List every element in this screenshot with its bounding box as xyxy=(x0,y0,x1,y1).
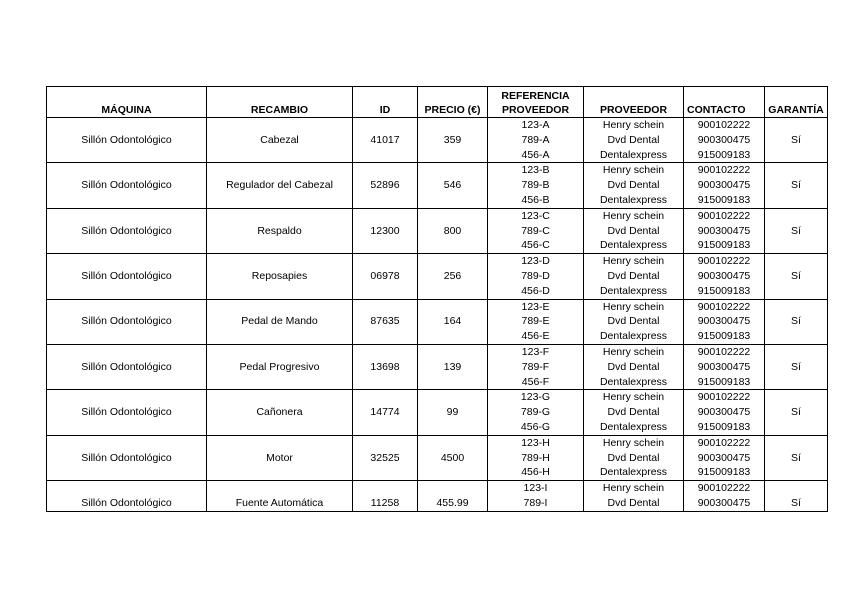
cell-referencia[interactable]: 789-H xyxy=(488,451,584,466)
header-row xyxy=(47,87,828,118)
cell-contacto[interactable]: 900102222 xyxy=(684,344,765,359)
cell-garantia[interactable]: Sí xyxy=(765,118,828,163)
cell-recambio[interactable]: Cabezal xyxy=(207,118,353,163)
cell-referencia[interactable]: 456-A xyxy=(488,148,584,163)
cell-recambio[interactable]: Fuente Automática xyxy=(207,481,353,512)
cell-proveedor[interactable]: Henry schein xyxy=(584,435,684,450)
cell-referencia[interactable]: 789-B xyxy=(488,178,584,193)
cell-contacto[interactable]: 900300475 xyxy=(684,360,765,375)
cell-garantia[interactable]: Sí xyxy=(765,390,828,435)
cell-garantia[interactable]: Sí xyxy=(765,435,828,480)
cell-proveedor[interactable]: Dentalexpress xyxy=(584,420,684,435)
cell-maquina[interactable]: Sillón Odontológico xyxy=(47,118,207,163)
cell-maquina[interactable]: Sillón Odontológico xyxy=(47,481,207,512)
header-precio[interactable]: PRECIO (€) xyxy=(418,87,488,118)
cell-referencia[interactable]: 123-H xyxy=(488,435,584,450)
cell-precio[interactable]: 256 xyxy=(418,254,488,299)
cell-proveedor[interactable]: Dvd Dental xyxy=(584,405,684,420)
cell-id[interactable]: 14774 xyxy=(353,390,418,435)
cell-referencia[interactable]: 456-B xyxy=(488,193,584,208)
cell-contacto[interactable]: 900300475 xyxy=(684,269,765,284)
cell-referencia[interactable]: 789-G xyxy=(488,405,584,420)
cell-contacto[interactable]: 915009183 xyxy=(684,284,765,299)
cell-contacto[interactable]: 915009183 xyxy=(684,329,765,344)
cell-id[interactable]: 41017 xyxy=(353,118,418,163)
cell-contacto[interactable]: 900102222 xyxy=(684,254,765,269)
cell-referencia[interactable]: 123-E xyxy=(488,299,584,314)
table-row xyxy=(47,163,828,178)
cell-recambio[interactable]: Reposapies xyxy=(207,254,353,299)
cell-id[interactable]: 13698 xyxy=(353,344,418,389)
cell-proveedor[interactable]: Henry schein xyxy=(584,344,684,359)
cell-proveedor[interactable]: Dvd Dental xyxy=(584,314,684,329)
cell-referencia[interactable]: 789-E xyxy=(488,314,584,329)
cell-referencia[interactable]: 123-A xyxy=(488,118,584,133)
cell-maquina[interactable]: Sillón Odontológico xyxy=(47,390,207,435)
cell-precio[interactable]: 455.99 xyxy=(418,481,488,512)
cell-proveedor[interactable]: Dvd Dental xyxy=(584,133,684,148)
cell-proveedor[interactable]: Henry schein xyxy=(584,208,684,223)
cell-proveedor[interactable]: Dentalexpress xyxy=(584,329,684,344)
header-referencia-line2: PROVEEDOR xyxy=(501,104,570,116)
cell-contacto[interactable]: 900102222 xyxy=(684,163,765,178)
cell-recambio[interactable]: Cañonera xyxy=(207,390,353,435)
cell-contacto[interactable]: 900102222 xyxy=(684,118,765,133)
cell-precio[interactable]: 359 xyxy=(418,118,488,163)
cell-proveedor[interactable]: Dvd Dental xyxy=(584,269,684,284)
table-row xyxy=(47,390,828,405)
cell-precio[interactable]: 99 xyxy=(418,390,488,435)
cell-maquina[interactable]: Sillón Odontológico xyxy=(47,299,207,344)
cell-contacto[interactable]: 900102222 xyxy=(684,481,765,496)
cell-contacto[interactable]: 900300475 xyxy=(684,405,765,420)
cell-maquina[interactable]: Sillón Odontológico xyxy=(47,344,207,389)
cell-contacto[interactable]: 900300475 xyxy=(684,496,765,511)
table-row xyxy=(47,435,828,450)
cell-id[interactable]: 06978 xyxy=(353,254,418,299)
cell-recambio[interactable]: Pedal de Mando xyxy=(207,299,353,344)
cell-recambio[interactable]: Regulador del Cabezal xyxy=(207,163,353,208)
cell-referencia[interactable]: 456-D xyxy=(488,284,584,299)
cell-maquina[interactable]: Sillón Odontológico xyxy=(47,435,207,480)
cell-proveedor[interactable]: Dvd Dental xyxy=(584,178,684,193)
cell-contacto[interactable]: 900102222 xyxy=(684,435,765,450)
table-row xyxy=(47,299,828,314)
cell-garantia[interactable]: Sí xyxy=(765,481,828,512)
cell-contacto[interactable]: 900300475 xyxy=(684,451,765,466)
cell-contacto[interactable]: 915009183 xyxy=(684,193,765,208)
cell-proveedor[interactable]: Henry schein xyxy=(584,390,684,405)
cell-referencia[interactable]: 789-A xyxy=(488,133,584,148)
cell-contacto[interactable]: 900300475 xyxy=(684,178,765,193)
cell-proveedor[interactable]: Dvd Dental xyxy=(584,224,684,239)
cell-contacto[interactable]: 915009183 xyxy=(684,238,765,253)
cell-id[interactable]: 32525 xyxy=(353,435,418,480)
header-recambio[interactable]: RECAMBIO xyxy=(207,87,353,118)
cell-garantia[interactable]: Sí xyxy=(765,299,828,344)
cell-proveedor[interactable]: Dvd Dental xyxy=(584,360,684,375)
cell-contacto[interactable]: 900300475 xyxy=(684,314,765,329)
header-contacto[interactable]: CONTACTO xyxy=(684,87,765,118)
cell-proveedor[interactable]: Dentalexpress xyxy=(584,193,684,208)
table-row xyxy=(47,208,828,223)
cell-referencia[interactable]: 123-F xyxy=(488,344,584,359)
spare-parts-table xyxy=(46,86,828,512)
cell-garantia[interactable]: Sí xyxy=(765,208,828,253)
cell-proveedor[interactable]: Dentalexpress xyxy=(584,465,684,480)
cell-proveedor[interactable]: Dentalexpress xyxy=(584,238,684,253)
cell-proveedor[interactable]: Henry schein xyxy=(584,118,684,133)
cell-precio[interactable]: 139 xyxy=(418,344,488,389)
cell-contacto[interactable]: 915009183 xyxy=(684,148,765,163)
cell-proveedor[interactable]: Henry schein xyxy=(584,254,684,269)
header-id[interactable]: ID xyxy=(353,87,418,118)
cell-id[interactable]: 52896 xyxy=(353,163,418,208)
cell-proveedor[interactable]: Henry schein xyxy=(584,299,684,314)
cell-precio[interactable]: 546 xyxy=(418,163,488,208)
cell-referencia[interactable]: 123-D xyxy=(488,254,584,269)
cell-precio[interactable]: 164 xyxy=(418,299,488,344)
table-row xyxy=(47,254,828,269)
header-proveedor[interactable]: PROVEEDOR xyxy=(584,87,684,118)
cell-proveedor[interactable]: Dentalexpress xyxy=(584,148,684,163)
cell-garantia[interactable]: Sí xyxy=(765,344,828,389)
header-referencia-line1: REFERENCIA xyxy=(501,90,570,102)
cell-contacto[interactable]: 900300475 xyxy=(684,224,765,239)
cell-recambio[interactable]: Respaldo xyxy=(207,208,353,253)
cell-id[interactable]: 87635 xyxy=(353,299,418,344)
header-maquina[interactable]: MÁQUINA xyxy=(47,87,207,118)
cell-recambio[interactable]: Motor xyxy=(207,435,353,480)
cell-proveedor[interactable]: Henry schein xyxy=(584,163,684,178)
cell-maquina[interactable]: Sillón Odontológico xyxy=(47,163,207,208)
cell-contacto[interactable]: 900102222 xyxy=(684,299,765,314)
cell-precio[interactable]: 4500 xyxy=(418,435,488,480)
cell-referencia[interactable]: 789-C xyxy=(488,224,584,239)
cell-id[interactable]: 11258 xyxy=(353,481,418,512)
table-body xyxy=(47,118,828,512)
cell-referencia[interactable]: 456-H xyxy=(488,465,584,480)
cell-contacto[interactable]: 915009183 xyxy=(684,375,765,390)
cell-id[interactable]: 12300 xyxy=(353,208,418,253)
cell-proveedor[interactable]: Dentalexpress xyxy=(584,375,684,390)
cell-maquina[interactable]: Sillón Odontológico xyxy=(47,254,207,299)
header-garantia[interactable]: GARANTÍA xyxy=(765,87,828,118)
cell-contacto[interactable]: 900300475 xyxy=(684,133,765,148)
cell-referencia[interactable]: 456-G xyxy=(488,420,584,435)
cell-recambio[interactable]: Pedal Progresivo xyxy=(207,344,353,389)
table-row xyxy=(47,481,828,496)
cell-contacto[interactable]: 900102222 xyxy=(684,390,765,405)
cell-referencia[interactable]: 456-F xyxy=(488,375,584,390)
cell-maquina[interactable]: Sillón Odontológico xyxy=(47,208,207,253)
cell-referencia[interactable]: 123-C xyxy=(488,208,584,223)
cell-garantia[interactable]: Sí xyxy=(765,163,828,208)
header-referencia-proveedor[interactable] xyxy=(488,87,584,118)
cell-referencia[interactable]: 123-G xyxy=(488,390,584,405)
cell-contacto[interactable]: 900102222 xyxy=(684,208,765,223)
table-row xyxy=(47,344,828,359)
cell-proveedor[interactable]: Henry schein xyxy=(584,481,684,496)
cell-referencia[interactable]: 456-E xyxy=(488,329,584,344)
cell-proveedor[interactable]: Dvd Dental xyxy=(584,451,684,466)
table-row xyxy=(47,118,828,133)
cell-referencia[interactable]: 789-D xyxy=(488,269,584,284)
cell-referencia[interactable]: 789-I xyxy=(488,496,584,511)
cell-referencia[interactable]: 123-I xyxy=(488,481,584,496)
cell-proveedor[interactable]: Dvd Dental xyxy=(584,496,684,511)
cell-referencia[interactable]: 123-B xyxy=(488,163,584,178)
cell-referencia[interactable]: 789-F xyxy=(488,360,584,375)
cell-precio[interactable]: 800 xyxy=(418,208,488,253)
cell-contacto[interactable]: 915009183 xyxy=(684,420,765,435)
cell-contacto[interactable]: 915009183 xyxy=(684,465,765,480)
cell-referencia[interactable]: 456-C xyxy=(488,238,584,253)
cell-garantia[interactable]: Sí xyxy=(765,254,828,299)
cell-proveedor[interactable]: Dentalexpress xyxy=(584,284,684,299)
